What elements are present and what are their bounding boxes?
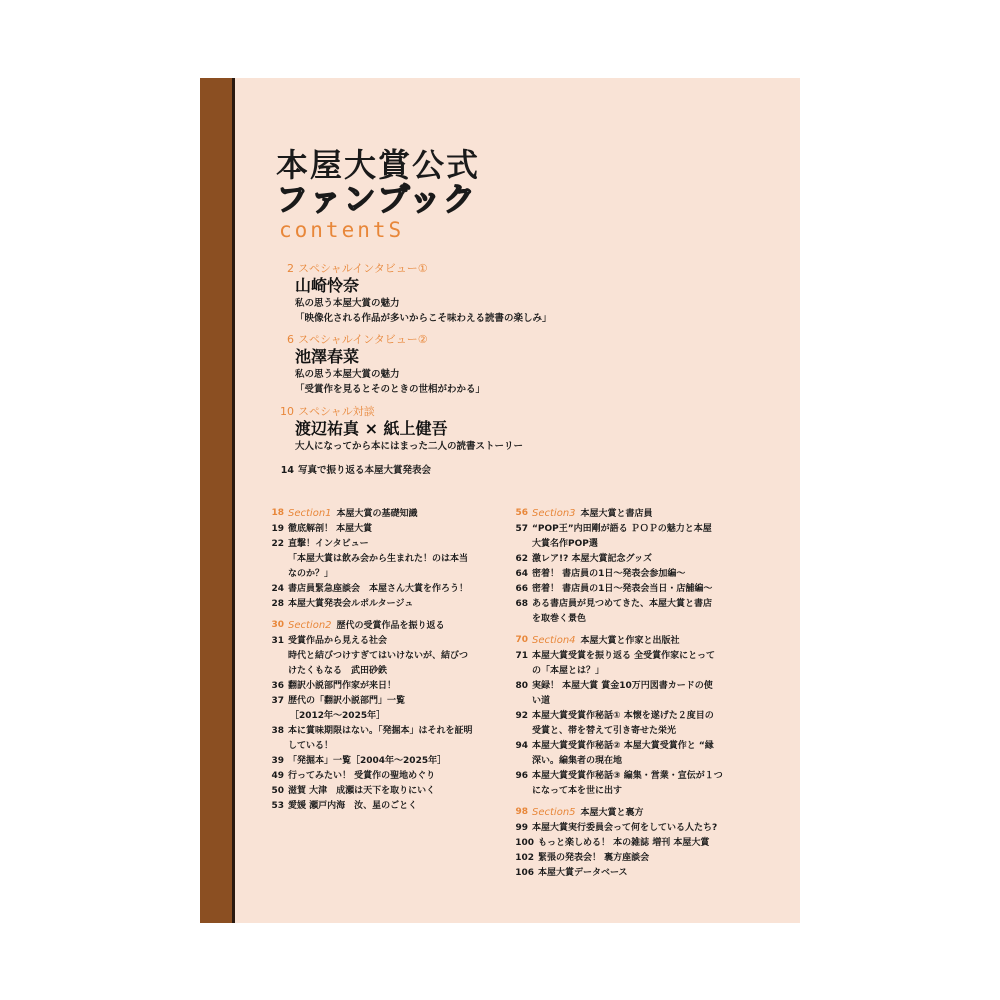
feature-subtitle: 大人になってから本にはまった二人の読書ストーリー [295, 441, 524, 452]
section-label: Section3 [532, 508, 576, 519]
page-number: 80 [515, 681, 528, 691]
book-title-line1: 本屋大賞公式 [276, 146, 481, 184]
entry-title: 本屋大賞実行委員会って何をしている人たち? [532, 823, 718, 833]
section-title: 歴代の受賞作品を振り返る [336, 621, 445, 631]
entry-title: 徹底解剖！ 本屋大賞 [288, 524, 373, 534]
page-number: 94 [515, 741, 528, 751]
entry-title: “POP王”内田剛が語る ＰＯＰの魅力と本屋 [532, 524, 712, 534]
page-number: 37 [271, 696, 284, 706]
entry-continuation: なのか？」 [288, 569, 334, 579]
toc-entry[interactable] [510, 851, 770, 866]
feature-person: 山崎怜奈 [295, 276, 360, 295]
photo-report-entry[interactable] [280, 462, 431, 476]
feature-heading [280, 405, 620, 419]
feature-subtitle: 私の思う本屋大賞の魅力 [295, 298, 400, 309]
entry-title: もっと楽しめる！ 本の雑誌 増刊 本屋大賞 [538, 838, 710, 848]
toc-entry[interactable] [266, 724, 526, 739]
page-number: 36 [271, 681, 284, 691]
entry-continuation: を取巻く景色 [532, 614, 587, 624]
toc-entry[interactable] [266, 799, 526, 814]
entry-title: 緊張の発表会！ 裏方座談会 [538, 853, 650, 863]
page-number: 96 [515, 771, 528, 781]
toc-entry[interactable] [510, 739, 770, 754]
page-number: 71 [515, 651, 528, 661]
section-heading[interactable] [510, 805, 770, 821]
entry-continuation: い道 [532, 696, 551, 706]
page-number: 19 [271, 524, 284, 534]
entry-title: 本屋大賞受賞を振り返る 全受賞作家にとって [532, 651, 715, 661]
section-heading[interactable] [510, 633, 770, 649]
entry-title: 歴代の「翻訳小説部門」一覧 [288, 696, 406, 706]
right-column [510, 503, 770, 881]
entry-continuation: 深い。編集者の現在地 [532, 756, 623, 766]
feature-subtitle: 「受賞作を見るとそのときの世相がわかる」 [295, 384, 486, 395]
page-number: 30 [271, 620, 284, 630]
page-number: 31 [271, 636, 284, 646]
entry-title: 実録！ 本屋大賞 賞金10万円図書カードの使 [532, 681, 713, 691]
entry-continuation: けたくもなる 武田砂鉄 [288, 666, 388, 676]
toc-entry[interactable] [510, 709, 770, 724]
page-number: 68 [515, 599, 528, 609]
feature-heading [280, 333, 620, 347]
toc-entry[interactable] [266, 597, 526, 612]
contents-page [200, 78, 800, 923]
entry-continuation: 時代と結びつけすぎてはいけないが、結びつ [288, 651, 469, 661]
page-number: 38 [271, 726, 284, 736]
toc-entry[interactable] [266, 694, 526, 709]
page-number: 50 [271, 786, 284, 796]
entry-title: 密着！ 書店員の1日～発表会参加編～ [532, 569, 686, 579]
entry-title: 密着！ 書店員の1日～発表会当日・店舗編～ [532, 584, 713, 594]
spine-divider [232, 78, 235, 923]
page-number: 56 [515, 508, 528, 518]
page-number: 18 [271, 508, 284, 518]
page-number: 24 [271, 584, 284, 594]
entry-title: 愛媛 瀬戸内海 汝、星のごとく [288, 801, 418, 811]
entry-title: 「発掘本」一覧［2004年～2025年］ [288, 756, 447, 766]
book-spine [200, 78, 232, 923]
page-number: 92 [515, 711, 528, 721]
entry-title: 翻訳小説部門作家が来日！ [288, 681, 397, 691]
entry-title: 激レア!? 本屋大賞記念グッズ [532, 554, 653, 564]
entry-title: 本屋大賞受賞作秘話③ 編集・営業・宣伝が１つ [532, 771, 723, 781]
feature-entry-1[interactable] [280, 262, 620, 326]
toc-entry[interactable] [510, 821, 770, 836]
feature-category: スペシャルインタビュー② [298, 333, 428, 346]
entry-title: 本屋大賞受賞作秘話① 本懐を遂げた２度目の [532, 711, 714, 721]
left-column [266, 503, 526, 814]
section-heading[interactable] [266, 506, 526, 522]
entry-title: 受賞作品から見える社会 [288, 636, 388, 646]
entry-continuation: の「本屋とは？」 [532, 666, 605, 676]
toc-entry[interactable] [266, 522, 526, 537]
page-number: 6 [287, 333, 294, 346]
feature-category: スペシャル対談 [298, 405, 375, 418]
entry-title: 直撃！インタビュー [288, 539, 369, 549]
section-heading[interactable] [510, 506, 770, 522]
page-number: 10 [280, 405, 294, 418]
section-label: Section2 [288, 620, 332, 631]
toc-entry[interactable] [266, 537, 526, 552]
section-heading[interactable] [266, 618, 526, 634]
entry-continuation: になって本を世に出す [532, 786, 623, 796]
entry-continuation: 「本屋大賞は飲み会から生まれた！のは本当 [288, 554, 469, 564]
entry-title: 滋賀 大津 成瀬は天下を取りにいく [288, 786, 436, 796]
feature-subtitle: 「映像化される作品が多いからこそ味わえる読書の楽しみ」 [295, 313, 552, 324]
section-title: 本屋大賞の基礎知識 [336, 509, 418, 519]
contents-heading: contentS [279, 218, 405, 242]
toc-entry[interactable] [510, 769, 770, 784]
entry-continuation: 受賞と、帯を替えて引き寄せた栄光 [532, 726, 677, 736]
toc-entry[interactable] [510, 679, 770, 694]
page-number: 28 [271, 599, 284, 609]
toc-entry[interactable] [510, 567, 770, 582]
page-number: 62 [515, 554, 528, 564]
page-number: 70 [515, 635, 528, 645]
toc-entry[interactable] [266, 784, 526, 799]
toc-entry[interactable] [266, 769, 526, 784]
toc-entry[interactable] [510, 582, 770, 597]
page-number: 22 [271, 539, 284, 549]
section-label: Section4 [532, 635, 576, 646]
feature-entry-3[interactable] [280, 405, 620, 454]
entry-title: 写真で振り返る本屋大賞発表会 [298, 465, 432, 476]
toc-entry[interactable] [266, 679, 526, 694]
feature-category: スペシャルインタビュー① [298, 262, 428, 275]
toc-entry[interactable] [510, 597, 770, 612]
feature-person: 池澤春菜 [295, 347, 360, 366]
toc-entry[interactable] [266, 634, 526, 649]
page-number: 102 [515, 853, 534, 863]
entry-continuation: 大賞名作POP選 [532, 539, 598, 549]
entry-title: 本屋大賞受賞作秘話② 本屋大賞受賞作と “縁 [532, 741, 714, 751]
feature-entry-2[interactable] [280, 333, 620, 397]
entry-continuation: している！ [288, 741, 334, 751]
section-title: 本屋大賞と作家と出版社 [580, 636, 680, 646]
toc-entry[interactable] [266, 582, 526, 597]
entry-title: 行ってみたい！ 受賞作の聖地めぐり [288, 771, 436, 781]
toc-entry[interactable] [510, 552, 770, 567]
entry-title: 書店員緊急座談会 本屋さん大賞を作ろう！ [288, 584, 469, 594]
section-title: 本屋大賞と裏方 [580, 808, 644, 818]
section-label: Section1 [288, 508, 332, 519]
toc-entry[interactable] [266, 754, 526, 769]
page-number: 14 [280, 465, 294, 476]
toc-entry[interactable] [510, 836, 770, 851]
entry-continuation: ［2012年～2025年］ [290, 711, 386, 721]
toc-entry[interactable] [510, 522, 770, 537]
page-number: 64 [515, 569, 528, 579]
entry-title: 本屋大賞発表会ルポルタージュ [288, 599, 414, 609]
page-number: 39 [271, 756, 284, 766]
page-number: 100 [515, 838, 534, 848]
feature-person: 渡辺祐真 × 紙上健吾 [295, 419, 448, 438]
page-number: 2 [287, 262, 294, 275]
page-number: 66 [515, 584, 528, 594]
toc-entry[interactable] [510, 866, 770, 881]
book-title-line2: ファンブック [276, 180, 478, 218]
toc-entry[interactable] [510, 649, 770, 664]
feature-heading [280, 262, 620, 276]
section-label: Section5 [532, 807, 576, 818]
feature-subtitle: 私の思う本屋大賞の魅力 [295, 369, 400, 380]
page-number: 98 [515, 807, 528, 817]
entry-title: 本に賞味期限はない。「発掘本」はそれを証明 [288, 726, 473, 736]
entry-title: ある書店員が見つめてきた、本屋大賞と書店 [532, 599, 713, 609]
page-number: 99 [515, 823, 528, 833]
page-number: 53 [271, 801, 284, 811]
page-number: 106 [515, 868, 534, 878]
page-number: 49 [271, 771, 284, 781]
page-number: 57 [515, 524, 528, 534]
section-title: 本屋大賞と書店員 [580, 509, 653, 519]
entry-title: 本屋大賞データベース [538, 868, 628, 878]
